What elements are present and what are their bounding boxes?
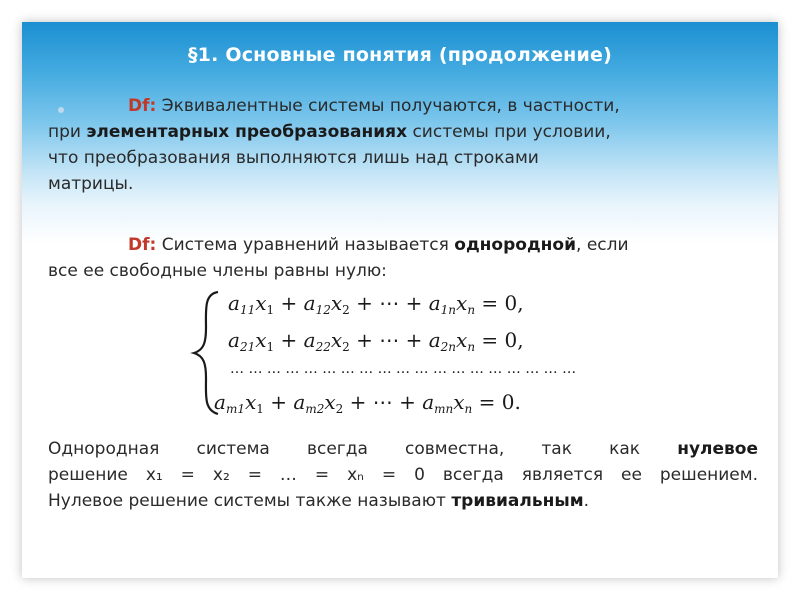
df-label: Df <box>128 96 150 116</box>
df-label: Df <box>128 235 150 255</box>
equation-row-2: $a_{21}x_1 + a_{22}x_2$ + ⋯ + $a_{2n}x_n = 0$, <box>228 328 524 354</box>
term-homogeneous: однородной <box>454 235 577 255</box>
definition-homogeneous-system: Df: Система уравнений называется однородной, если все ее свободные члены равны нулю: <box>48 235 629 281</box>
conclusion-paragraph: Однородная система всегда совместна, так как нулевое решение x₁ = x₂ = … = xₙ = 0 всегда является ее решением. Нулевое решение системы также называют тривиальным. <box>48 439 758 511</box>
equation-ellipsis-row: … … … … … … … … … … … … … … … … … … … <box>230 361 577 377</box>
definition-equivalent-systems: Df: Эквивалентные системы получаются, в частности, при элементарных преобразованиях системы при условии, что преобразования выполняются лишь над строками матрицы. <box>48 96 620 194</box>
term-elementary-transformations: элементарных преобразованиях <box>86 122 408 142</box>
term-trivial: тривиальным <box>451 491 584 511</box>
equation-row-m: $a_{m1}x_1 + a_{m2}x_2$ + ⋯ + $a_{mn}x_n = 0$. <box>214 390 521 416</box>
slide-title: §1. Основные понятия (продолжение) <box>187 44 612 66</box>
equation-row-1: $a_{11}x_1 + a_{12}x_2$ + ⋯ + $a_{1n}x_n = 0$, <box>228 291 524 317</box>
term-zero: нулевое <box>677 439 758 459</box>
